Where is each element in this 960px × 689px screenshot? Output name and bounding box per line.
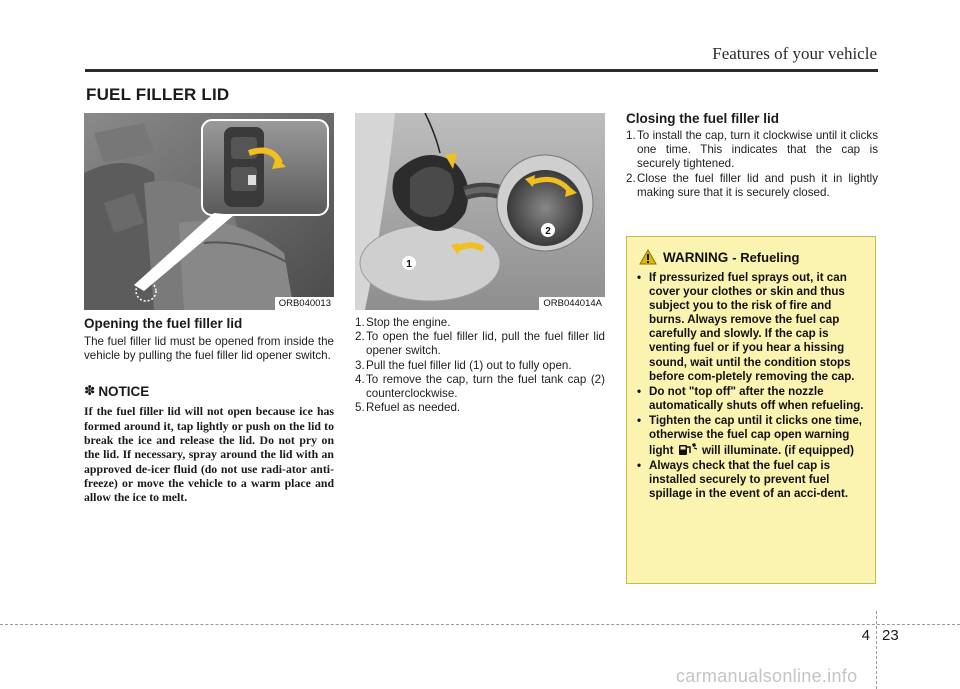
page-title: FUEL FILLER LID — [86, 85, 230, 104]
list-item: • Do not "top off" after the nozzle automatically shuts off when refueling. — [637, 384, 864, 412]
notice-text: If the fuel filler lid will not open because ice has formed around it, tap lightly or push on the lid to break the ice and release the lid. Do not pry on the lid. If necessary, spray around the lid with an approved de-icer fluid (do not use radi-ator anti-freeze) or move the vehicle to a warm place and allow the ice to melt. — [84, 404, 334, 505]
opening-steps — [355, 316, 605, 415]
figure-caption: ORB044014A — [539, 297, 605, 310]
figure-caption: ORB040013 — [275, 297, 334, 310]
warning-subtitle: - Refueling — [732, 249, 800, 265]
callout-2: 2 — [545, 226, 551, 237]
fuel-filler-lid-and-cap-illustration — [355, 113, 605, 310]
closing-steps-list — [626, 129, 878, 200]
chapter-number: 4 — [861, 627, 870, 644]
list-item: • Always check that the fuel cap is installed securely to prevent fuel spillage in the event of an acci-dent. — [637, 459, 849, 501]
closing-heading: Closing the fuel filler lid — [626, 111, 780, 126]
footer-rule — [0, 624, 960, 625]
warning-item3-after: will illuminate. (if equipped) — [701, 444, 854, 458]
warning-box — [626, 236, 876, 584]
opening-heading: Opening the fuel filler lid — [84, 316, 243, 331]
list-item: 2. To open the fuel filler lid, pull the fuel filler lid opener switch. — [355, 330, 605, 358]
fuel-lid-opener-switch-illustration — [84, 113, 334, 310]
warning-item3-before: Tighten the cap until it clicks one time, otherwise the fuel cap open warning light — [649, 413, 863, 458]
list-item: 1. Stop the engine. — [355, 316, 451, 329]
header-rule — [85, 69, 878, 72]
warning-triangle-icon — [639, 249, 657, 265]
opening-section — [84, 316, 334, 504]
steps-list — [355, 316, 605, 415]
warning-title: WARNING — [663, 249, 729, 265]
footer-divider — [876, 611, 877, 689]
notice-header — [84, 383, 334, 399]
list-item: • If pressurized fuel sprays out, it can cover your clothes or skin and thus subject you to the risk of fire and burns. Always remove the fuel cap carefully and slowly. If the cap is venting fuel or if you hear a hissing sound, wait until the condition stops before com-pletely removing the cap. — [637, 271, 855, 383]
figure-fuel-cap — [355, 113, 605, 310]
figure-opener-switch — [84, 113, 334, 310]
list-item: 1. To install the cap, turn it clockwise until it clicks one time. This indicates that the cap is securely tightened. — [626, 129, 878, 171]
list-item: 4. To remove the cap, turn the fuel tank cap (2) counterclockwise. — [355, 372, 605, 401]
list-item: • Tighten the cap until it clicks one time, otherwise the fuel cap open warning light will illuminate. (if equipped) — [637, 413, 863, 458]
warning-list — [637, 271, 869, 503]
list-item: 3. Pull the fuel filler lid (1) out to fully open. — [355, 358, 572, 372]
list-item: 5. Refuel as needed. — [355, 401, 461, 415]
closing-section — [626, 111, 878, 200]
list-item: 2. Close the fuel filler lid and push it in lightly making sure that it is securely closed. — [626, 171, 878, 199]
watermark: carmanualsonline.info — [676, 666, 858, 686]
fuel-cap-warning-light-icon — [677, 442, 699, 456]
page-number: 23 — [882, 627, 899, 644]
notice-title: NOTICE — [98, 383, 150, 399]
notice-symbol: ✽ — [84, 383, 96, 399]
opening-text: The fuel filler lid must be opened from inside the vehicle by pulling the fuel filler lid opener switch. — [84, 335, 334, 363]
warning-header — [639, 249, 799, 265]
section-title: Features of your vehicle — [712, 44, 877, 63]
callout-1: 1 — [406, 259, 412, 270]
